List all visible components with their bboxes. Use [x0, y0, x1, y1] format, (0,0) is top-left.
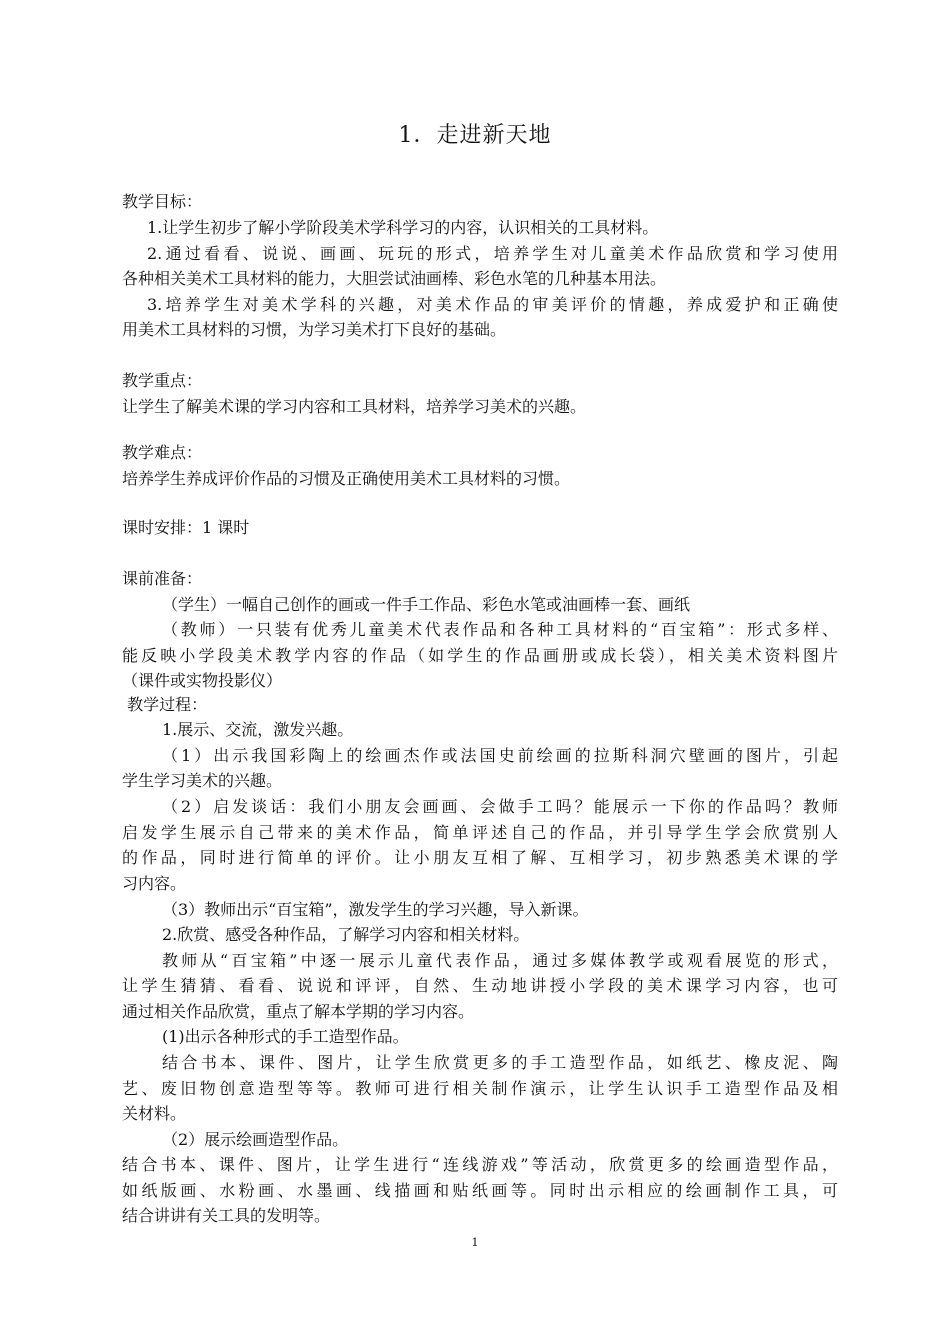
preparation-teacher-line-3: （课件或实物投影仪）	[122, 671, 283, 690]
step-2-1: (1)出示各种形式的手工造型作品。	[162, 1027, 409, 1046]
page-title: 1．走进新天地	[398, 123, 552, 148]
step-2-para-line-2: 让学生猜猜、看看、说说和评评，自然、生动地讲授小学段的美术课学习内容，也可	[122, 976, 838, 995]
step-1-1-line-2: 学生学习美术的兴趣。	[122, 771, 283, 790]
preparation-teacher-line-2: 能反映小学段美术教学内容的作品（如学生的作品画册或成长袋），相关美术资料图片	[122, 646, 838, 665]
step-2-2-line-3: 结合讲讲有关工具的发明等。	[122, 1206, 331, 1225]
step-2-1-line-3: 关材料。	[122, 1104, 187, 1123]
objective-2-line-1: 2.通过看看、说说、画画、玩玩的形式，培养学生对儿童美术作品欣赏和学习使用	[147, 244, 838, 263]
step-1-1-line-1: （1）出示我国彩陶上的绘画杰作或法国史前绘画的拉斯科洞穴壁画的图片，引起	[162, 746, 838, 765]
preparation-heading: 课前准备：	[122, 569, 203, 588]
step-2-2: （2）展示绘画造型作品。	[162, 1130, 349, 1149]
step-2-para-line-3: 通过相关作品欣赏，重点了解本学期的学习内容。	[122, 1002, 475, 1021]
difficulties-text: 培养学生养成评价作品的习惯及正确使用美术工具材料的习惯。	[122, 469, 571, 488]
step-2-1-line-2: 艺、废旧物创意造型等等。教师可进行相关制作演示，让学生认识手工造型作品及相	[122, 1079, 838, 1098]
step-1-2-line-2: 启发学生展示自己带来的美术作品，简单评述自己的作品，并引导学生学会欣赏别人	[122, 823, 838, 842]
objective-1: 1.让学生初步了解小学阶段美术学科学习的内容，认识相关的工具材料。	[147, 218, 659, 237]
process-step-1: 1.展示、交流，激发兴趣。	[162, 720, 354, 739]
key-points-heading: 教学重点：	[122, 371, 203, 390]
objectives-heading: 教学目标：	[122, 192, 203, 211]
step-1-2-line-4: 习内容。	[122, 874, 187, 893]
process-step-2: 2.欣赏、感受各种作品，了解学习内容和相关材料。	[162, 925, 530, 944]
page-number: 1	[471, 1236, 479, 1249]
step-1-2-line-1: （2）启发谈话：我们小朋友会画画、会做手工吗？能展示一下你的作品吗？教师	[162, 797, 838, 816]
preparation-student: （学生）一幅自己创作的画或一件手工作品、彩色水笔或油画棒一套、画纸	[162, 595, 691, 614]
step-2-2-line-2: 如纸版画、水粉画、水墨画、线描画和贴纸画等。同时出示相应的绘画制作工具，可	[122, 1181, 838, 1200]
step-2-2-line-1: 结合书本、课件、图片，让学生进行“连线游戏”等活动，欣赏更多的绘画造型作品，	[122, 1155, 838, 1174]
objective-3-line-1: 3.培养学生对美术学科的兴趣，对美术作品的审美评价的情趣，养成爱护和正确使	[147, 295, 838, 314]
schedule-text: 课时安排：1 课时	[122, 518, 250, 537]
objective-2-line-2: 各种相关美术工具材料的能力，大胆尝试油画棒、彩色水笔的几种基本用法。	[122, 269, 667, 288]
step-1-3: （3）教师出示“百宝箱”，激发学生的学习兴趣，导入新课。	[162, 900, 589, 919]
difficulties-heading: 教学难点：	[122, 443, 203, 462]
step-2-para-line-1: 教师从“百宝箱”中逐一展示儿童代表作品，通过多媒体教学或观看展览的形式，	[162, 951, 838, 970]
objective-3-line-2: 用美术工具材料的习惯，为学习美术打下良好的基础。	[122, 320, 507, 339]
step-2-1-line-1: 结合书本、课件、图片，让学生欣赏更多的手工造型作品，如纸艺、橡皮泥、陶	[162, 1053, 838, 1072]
step-1-2-line-3: 的作品，同时进行简单的评价。让小朋友互相了解、互相学习，初步熟悉美术课的学	[122, 848, 838, 867]
preparation-teacher-line-1: （教师）一只装有优秀儿童美术代表作品和各种工具材料的“百宝箱”：形式多样、	[162, 620, 838, 639]
key-points-text: 让学生了解美术课的学习内容和工具材料，培养学习美术的兴趣。	[122, 397, 587, 416]
process-heading: 教学过程：	[122, 695, 208, 714]
